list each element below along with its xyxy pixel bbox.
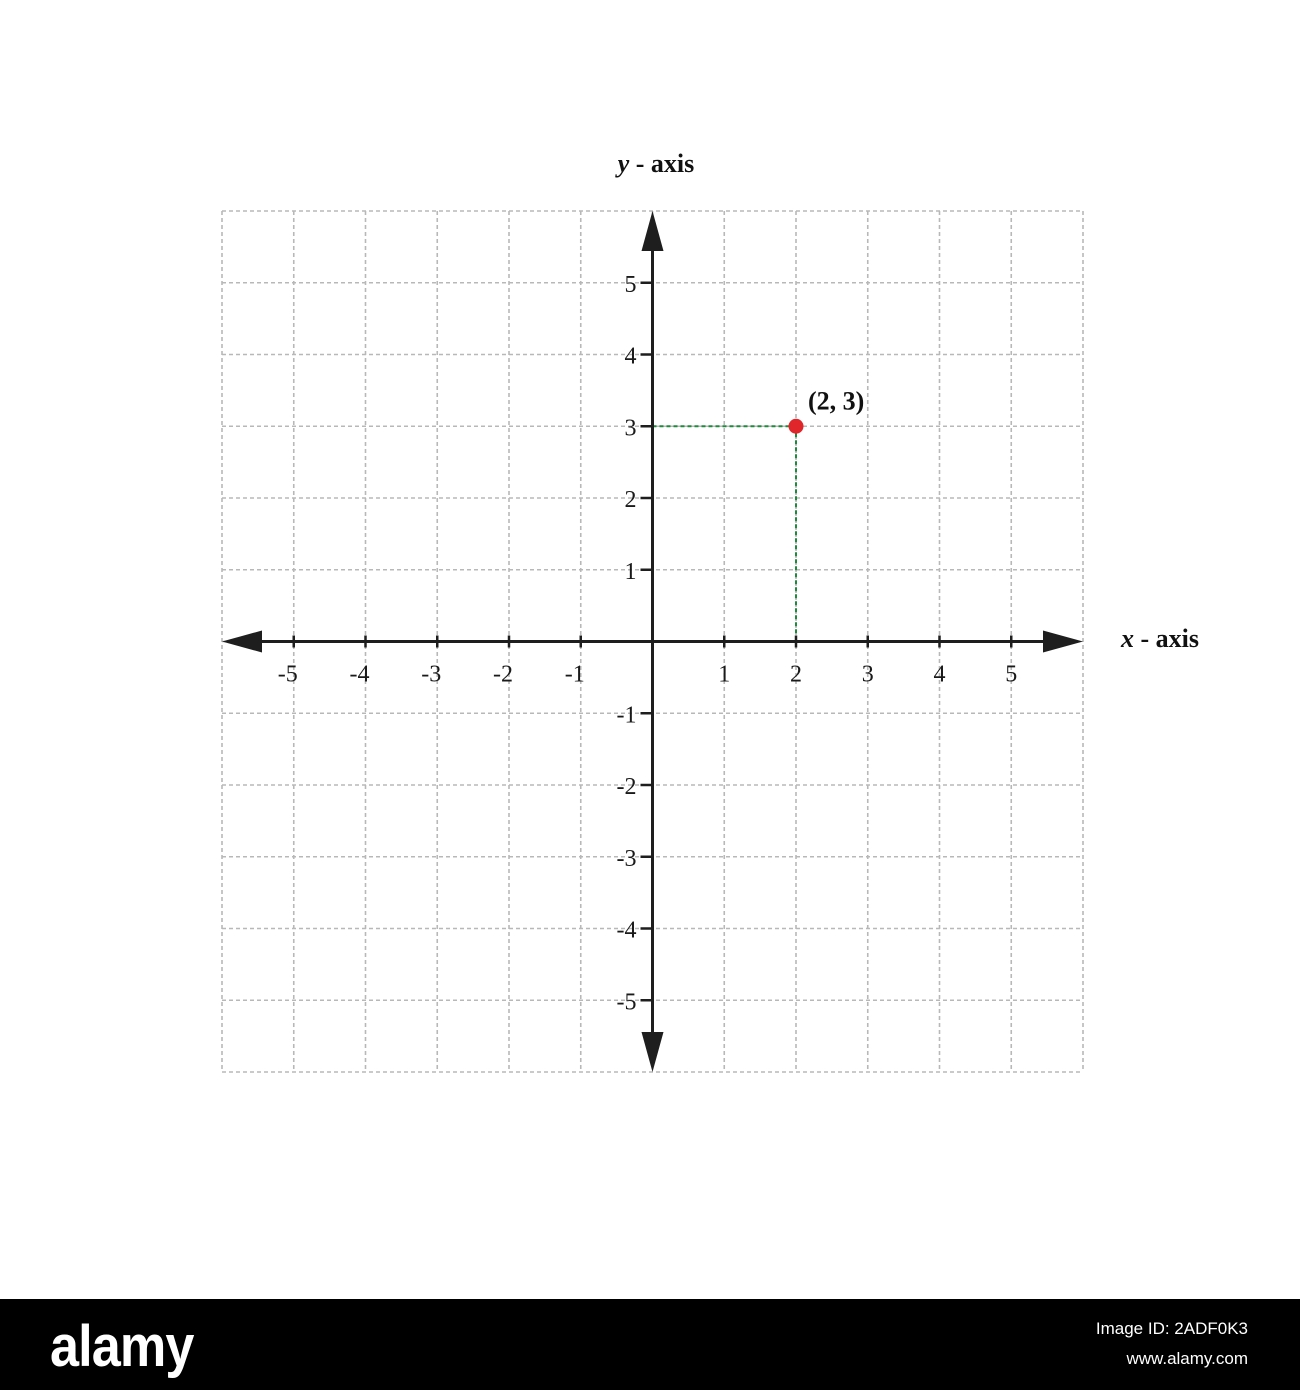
y-axis-title: y - axis	[617, 149, 695, 178]
y-tick-label: -4	[616, 917, 637, 944]
y-tick-label: 2	[624, 487, 637, 513]
x-tick-label: 5	[1005, 661, 1018, 688]
x-axis-title: x - axis	[1121, 624, 1199, 653]
watermark-banner	[0, 1299, 1300, 1390]
y-tick-label: 4	[624, 343, 637, 370]
y-tick-label: 3	[624, 415, 637, 442]
site-url-text: www.alamy.com	[1126, 1349, 1248, 1368]
data-point-label: (2, 3)	[808, 386, 865, 416]
axes	[222, 211, 1083, 1072]
y-axis-up-arrow	[642, 211, 664, 251]
x-tick-label: 1	[718, 661, 731, 688]
x-tick-label: -5	[277, 661, 298, 688]
x-tick-label: -4	[349, 661, 370, 688]
data-point	[789, 419, 804, 434]
tick-labels	[278, 272, 1018, 1016]
x-tick-label: 4	[933, 661, 946, 688]
image-id-text: Image ID: 2ADF0K3	[1095, 1319, 1248, 1338]
y-tick-label: -1	[616, 702, 637, 729]
y-tick-label: -2	[616, 774, 637, 800]
y-tick-label: -5	[616, 989, 637, 1016]
x-tick-label: -3	[421, 661, 442, 688]
alamy-logo: alamy	[50, 1314, 194, 1379]
y-tick-label: 1	[624, 558, 637, 585]
x-tick-label: -2	[493, 661, 513, 688]
x-tick-label: 2	[790, 661, 802, 688]
y-tick-label: -3	[616, 845, 637, 872]
x-tick-label: 3	[861, 661, 874, 688]
x-axis-right-arrow	[1043, 631, 1083, 653]
y-tick-label: 5	[624, 271, 637, 298]
x-tick-label: -1	[564, 661, 585, 688]
x-axis-left-arrow	[222, 631, 262, 653]
y-axis-down-arrow	[642, 1032, 664, 1072]
